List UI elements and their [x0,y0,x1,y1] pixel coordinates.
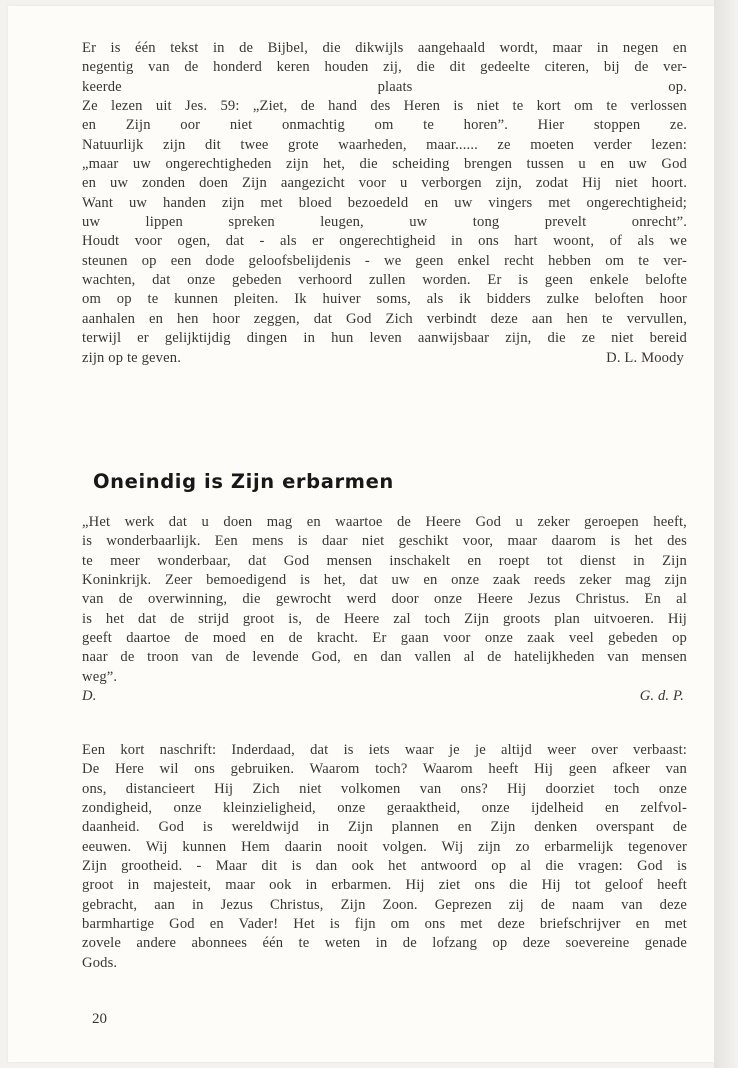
letter-quote-paragraph [82,513,687,706]
postscript-line: ons, distancieert Hij Zich niet volkomen van ons? Hij doorziet toch onze [82,780,687,797]
letter-signature-row [82,687,687,706]
moody-quote-line: wachten, dat onze gebeden verhoord zullen worden. Er is geen enkele belofte [82,272,687,289]
moody-quote-line: en Zijn oor niet onmachtig om te horen”. Hier stoppen ze. [82,117,687,134]
letter-closing-text: weg”. [82,668,118,685]
letter-quote-line: geeft daartoe de moed en de kracht. Er gaan voor onze zaak veel gebeden op [82,630,687,647]
letter-quote-line: Koninkrijk. Zeer bemoedigend is het, dat uw en onze zaak reeds zeker mag zijn [82,572,687,589]
postscript-line: zovele andere abonnees één te weten in de lofzang op deze soevereine genade [82,935,687,952]
postscript-line: barmhartige God en Vader! Het is fijn om ons met deze briefschrijver en met [82,916,687,933]
postscript-paragraph [82,741,687,973]
moody-quote-line: en uw zonden doen Zijn aangezicht voor u verborgen zijn, zodat Hij niet hoort. [82,175,687,192]
letter-quote-line: is wonderbaarlijk. Een mens is daar niet geschikt voor, maar daarom is het des [82,533,687,550]
page-number: 20 [92,1011,107,1027]
moody-quote-paragraph [82,39,687,368]
postscript-line: zondigheid, onze kleinzieligheid, onze geraaktheid, onze ijdelheid en zelfvol- [82,800,687,817]
letter-quote-line: van de overwinning, die gewrocht werd door onze Heere Jezus Christus. En al [82,591,687,608]
postscript-line: daanheid. God is wereldwijd in Zijn plannen en Zijn denken overspant de [82,819,687,836]
postscript-lines [82,741,687,954]
postscript-line: groot in majesteit, maar ook in erbarmen. Hij ziet ons die Hij tot geloof heeft [82,877,687,894]
letter-quote-line: is het dat de strijd groot is, de Heere zal toch Zijn groots plan uitvoeren. Hij [82,610,687,627]
moody-quote-line: steunen op een dode geloofsbelijdenis - we geen enkel recht hebben om te ver- [82,252,687,269]
moody-quote-line: keerde plaats op. [82,78,687,95]
section-heading: Oneindig is Zijn erbarmen [93,470,394,493]
moody-closing-text: zijn op te geven. [82,349,181,366]
moody-quote-line: Want uw handen zijn met bloed bezoedeld en uw vingers met ongerechtigheid; [82,194,687,211]
postscript-line: Een kort naschrift: Inderdaad, dat is iets waar je je altijd weer over verbaast: [82,742,687,758]
postscript-line: gebracht, aan in Jezus Christus, Zijn Zoon. Geprezen zij de naam van deze [82,896,687,913]
letter-sign-left: D. [82,688,97,705]
moody-quote-line: Houdt voor ogen, dat - als er ongerechtigheid in ons hart woont, of als we [82,233,687,250]
moody-quote-line: negentig van de honderd keren houden zij, die dit gedeelte citeren, bij de ver- [82,59,687,76]
postscript-line: De Here wil ons gebruiken. Waarom toch? Waarom heeft Hij geen afkeer van [82,761,687,778]
moody-quote-line: Ze lezen uit Jes. 59: „Ziet, de hand des Heren is niet te kort om te verlossen [82,98,687,115]
postscript-closing-text: Gods. [82,954,118,971]
moody-quote-line: uw lippen spreken leugen, uw tong prevelt onrecht”. [82,214,687,231]
moody-closing-row [82,349,687,368]
moody-quote-line: Er is één tekst in de Bijbel, die dikwijls aangehaald wordt, maar in negen en [82,40,687,56]
postscript-line: eeuwen. Wij kunnen Hem daarin nooit volgen. Wij zijn zo erbarmelijk tegenover [82,838,687,855]
letter-quote-lines [82,513,687,668]
moody-quote-line: terwijl er gelijktijdig dingen in hun leven aanwijsbaar zijn, die ze niet bereid [82,330,687,347]
letter-sign-right: G. d. P. [639,688,684,705]
moody-author: D. L. Moody [606,349,684,366]
moody-quote-line: „maar uw ongerechtigheden zijn het, die scheiding brengen tussen u en uw God [82,156,687,173]
postscript-line: Zijn grootheid. - Maar dit is dan ook het antwoord op al die vragen: God is [82,858,687,875]
page-edge-shadow [714,0,738,1068]
moody-quote-line: Natuurlijk zijn dit twee grote waarheden, maar...... ze moeten verder lezen: [82,136,687,153]
letter-quote-line: naar de troon van de levende God, en dan vallen al de hatelijkheden van mensen [82,649,687,666]
letter-quote-line: „Het werk dat u doen mag en waartoe de Heere God u zeker geroepen heeft, [82,514,687,530]
letter-quote-line: te meer wonderbaar, dat God mensen inschakelt en roept tot dienst in Zijn [82,552,687,569]
moody-quote-line: aanhalen en hen hoor zeggen, dat God Zich verbindt deze aan hen te vervullen, [82,310,687,327]
moody-quote-lines [82,39,687,349]
moody-quote-line: om op te kunnen pleiten. Ik huiver soms, als ik bidders zulke beloften hoor [82,291,687,308]
